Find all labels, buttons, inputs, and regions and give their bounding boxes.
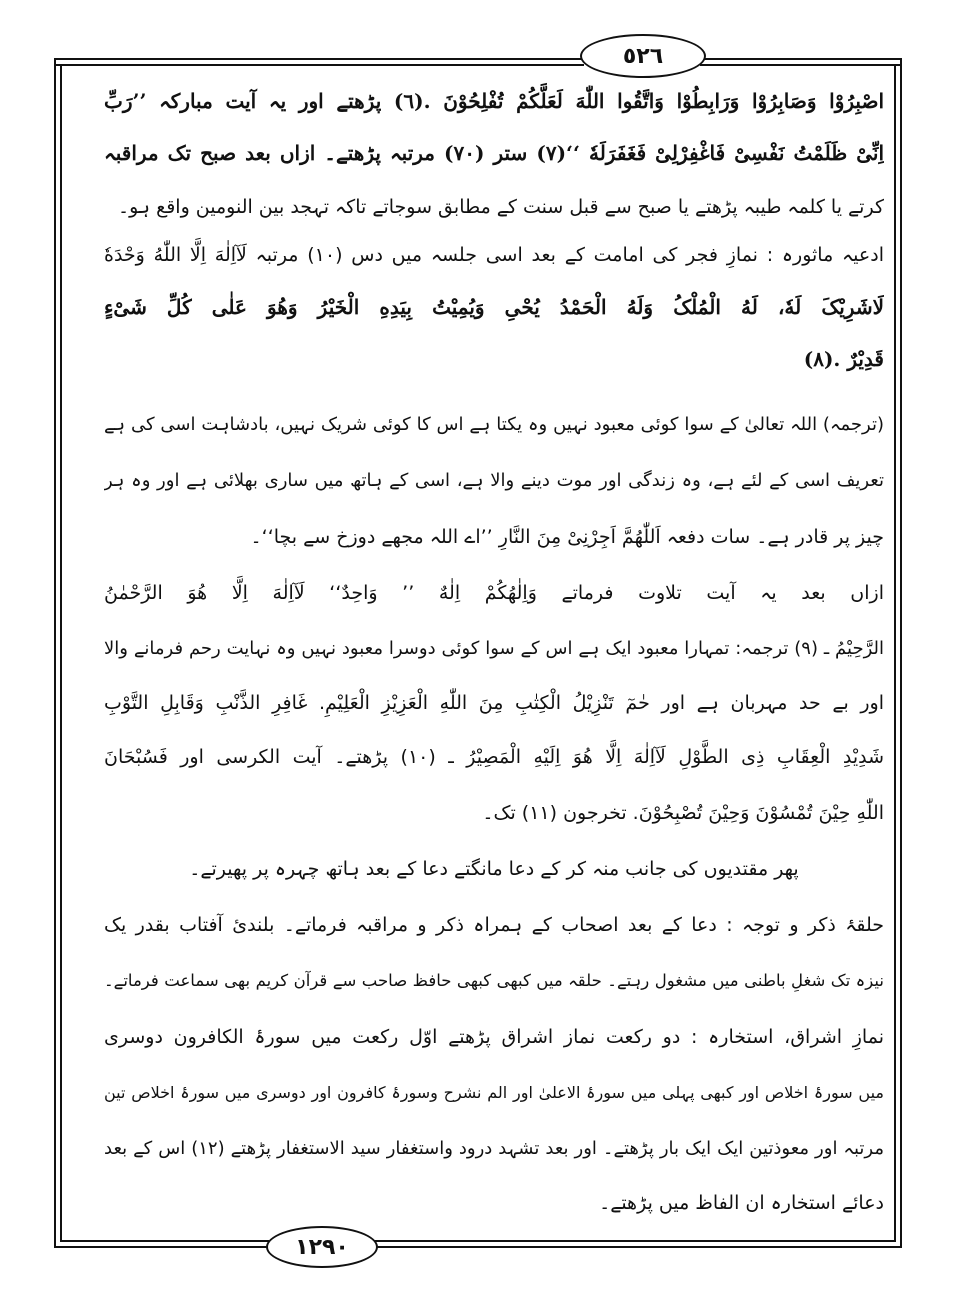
text-line-14: اللّٰهِ حِیْنَ تُمْسُوْنَ وَحِیْنَ تُصْبِحُوْنَ. تخرجون (١١) تک۔ [482, 802, 884, 824]
text-line-2: اِنِّیْ ظَلَمْتُ نَفْسِیْ فَاغْفِرْلِیْ فَغَفَرَلَهٗ ‘‘(٧) ستر (٧٠) مرتبہ پڑھتے۔ ازاں بعد صبح تک مراقبہ [104, 141, 884, 165]
heading-namaz-ishraq: نمازِ اشراق، استخارہ : دو رکعت نماز اشراق پڑھتے اوّل رکعت میں سورۂ الکافرون دوسری [104, 1026, 884, 1048]
text-line-20: مرتبہ اور معوذتین ایک ایک بار پڑھتے۔ اور بعد تشہد درود واستغفار سید الاستغفار پڑھتے (١٢) اس کے بعد [104, 1138, 884, 1159]
frame-line [900, 58, 902, 1248]
text-line-19: میں سورۂ اخلاص اور کبھی پہلی میں سورۂ الاعلیٰ اور الم نشرح وسورۂ کافرون اور دوسری میں سورۂ اخلاص تین [104, 1083, 884, 1102]
frame-line [372, 1240, 896, 1242]
text-line-7: (ترجمہ) اللہ تعالیٰ کے سوا کوئی معبود نہیں وہ یکتا ہے اس کا کوئی شریک نہیں، بادشاہت اسی کی ہے [104, 414, 884, 435]
text-line-13: شَدِیْدِ الْعِقَابِ ذِی الطَّوْلِ لَآاِلٰهَ اِلَّا هُوَ اِلَیْهِ الْمَصِیْرُ ـ (١٠) پڑھتے۔ آیت الکرسی اور فَسُبْحَانَ [104, 746, 884, 768]
text-line-3: کرتے یا کلمہ طیبہ پڑھتے یا صبح سے قبل سنت کے مطابق سوجاتے تاکہ تہجد بین النومین واقع ہو۔ [117, 196, 884, 218]
text-line-21: دعائے استخارہ ان الفاظ میں پڑھتے۔ [599, 1192, 884, 1214]
frame-line [54, 1246, 269, 1248]
text-line-10: ازاں بعد یہ آیت تلاوت فرماتے وَاِلٰهُکُمْ اِلٰهٌ ’’ وَاحِدٌ‘‘ لَآاِلٰهَ اِلَّا هُوَ الرَّحْمٰنُ [104, 582, 884, 604]
page-number-bottom: ١٢٩٠ [266, 1226, 378, 1268]
frame-line [700, 64, 900, 66]
text-line-17: نیزہ تک شغلِ باطنی میں مشغول رہتے۔ حلقہ میں کبھی کبھی حافظ صاحب سے قرآن کریم بھی سماعت فرماتے۔ [104, 971, 884, 990]
frame-line [372, 1246, 902, 1248]
page-number-top: ٥٢٦ [580, 34, 706, 78]
text-line-12: اور بے حد مہربان ہے اور حٰمٓ تَنْزِیْلُ الْکِتٰبِ مِنَ اللّٰهِ الْعَزِیْزِ الْعَلِیْمِ. غَافِرِ الذَّنْبِ وَقَابِلِ التَّوْبِ [104, 692, 884, 714]
text-line-9: چیز پر قادر ہے۔ سات دفعہ اَللّٰهُمَّ اَجِرْنِیْ مِنَ النَّارِ ’’اے اللہ مجھے دوزخ سے بچا‘‘۔ [250, 526, 884, 548]
frame-line [54, 58, 56, 1248]
heading-halqa-zikr: حلقۂ ذکر و توجہ : دعا کے بعد اصحاب کے ہمراہ ذکر و مراقبہ فرماتے۔ بلندیٔ آفتاب بقدر یک [104, 914, 884, 936]
text-line-8: تعریف اسی کے لئے ہے، وہ زندگی اور موت دینے والا ہے، اسی کے ہاتھ میں ساری بھلائی ہے اور وہ ہر [104, 470, 884, 491]
frame-line [54, 64, 584, 66]
text-line-6: قَدِیْرٌ .(٨) [803, 347, 884, 371]
frame-line [894, 64, 896, 1242]
heading-adiya-masura: ادعیہ ماثورہ : نمازِ فجر کی امامت کے بعد اسی جلسہ میں دس (١٠) مرتبہ لَآاِلٰهَ اِلَّا اللّٰهُ وَحْدَهٗ [104, 244, 884, 266]
text-line-15: پھر مقتدیوں کی جانب منہ کر کے دعا مانگتے دعا کے بعد ہاتھ چہرہ پر پھیرتے۔ [189, 858, 799, 880]
frame-line [60, 64, 62, 1242]
frame-line [54, 58, 584, 60]
text-line-5: لَاشَرِیْکَ لَهٗ، لَهُ الْمُلْکُ وَلَهُ الْحَمْدُ یُحْیِ وَیُمِیْتُ بِیَدِهِ الْخَیْرُ وَهُوَ عَلٰی کُلِّ شَیْءٍ [104, 295, 884, 319]
frame-line [60, 1240, 269, 1242]
frame-line [700, 58, 900, 60]
text-line-11: الرَّحِیْمُ ـ (٩) ترجمہ: تمہارا معبود ایک ہے اس کے سوا کوئی دوسرا معبود نہیں وہ نہایت رحم فرمانے والا [104, 638, 884, 659]
text-line-1: اصْبِرُوْا وَصَابِرُوْا وَرَابِطُوْا وَاتَّقُوا اللّٰهَ لَعَلَّكُمْ تُفْلِحُوْنَ .(٦) پڑھتے اور یہ آیت مبارکہ ’’رَبِّ [104, 89, 884, 113]
